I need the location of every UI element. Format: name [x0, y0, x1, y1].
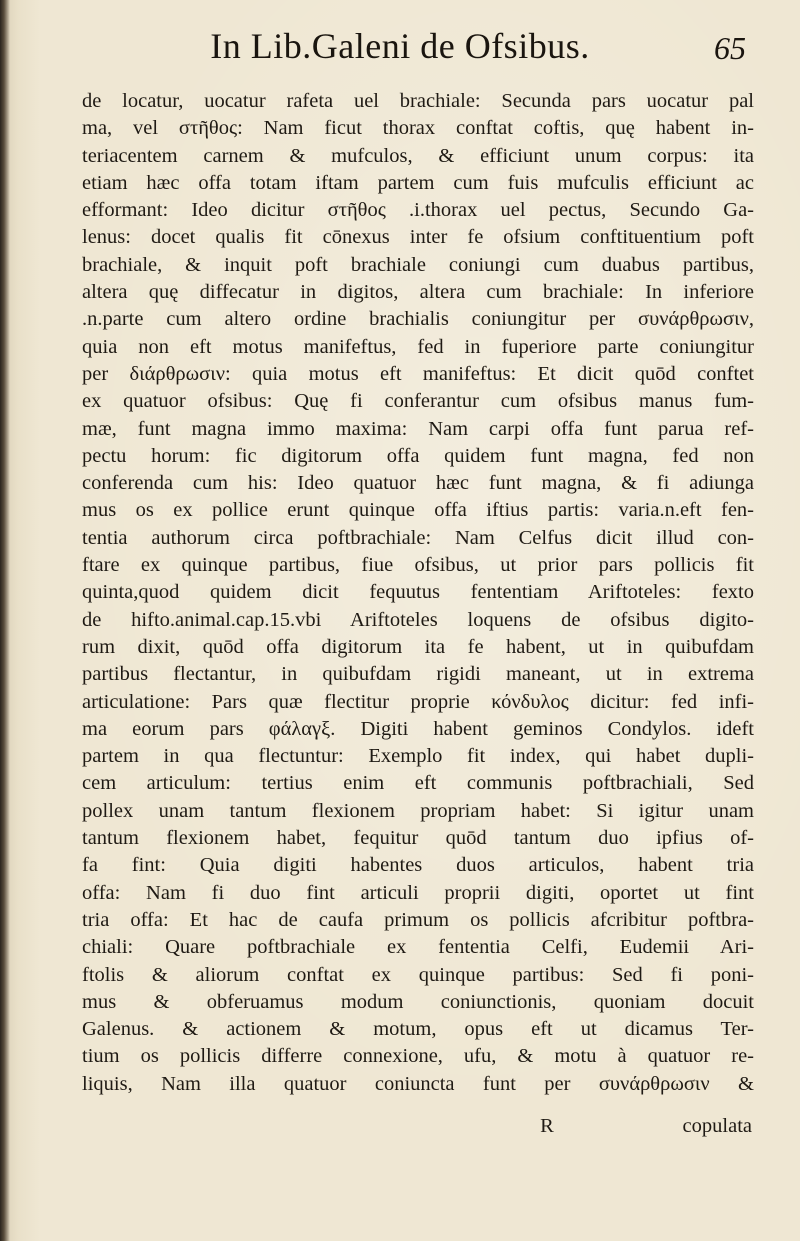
text-line: etiam hæc offa totam iftam partem cum fuis mufculis efficiunt ac — [82, 171, 754, 194]
text-line: mæ, funt magna immo maxima: Nam carpi offa funt parua ref- — [82, 417, 754, 440]
page-gutter-shadow — [0, 0, 10, 1241]
text-line: conferenda cum his: Ideo quatuor hæc funt magna, & fi adiunga — [82, 472, 754, 495]
text-line: offa: Nam fi duo fint articuli proprii digiti, oportet ut fint — [82, 881, 754, 904]
text-line: de locatur, uocatur rafeta uel brachiale: Secunda pars uocatur pal — [82, 90, 754, 112]
text-line: Galenus. & actionem & motum, opus eft ut dicamus Ter- — [82, 1018, 754, 1041]
text-line: rum dixit, quōd offa digitorum ita fe habent, ut in quibufdam — [82, 635, 754, 658]
page-footer — [82, 1111, 754, 1141]
text-line: mus os ex pollice erunt quinque offa iftius partis: varia.n.eft fen- — [82, 499, 754, 522]
text-line: mus & obferuamus modum coniunctionis, quoniam docuit — [82, 990, 754, 1013]
text-line: quinta,quod quidem dicit fequutus fententiam Ariftoteles: fexto — [82, 581, 754, 604]
text-line: fa fint: Quia digiti habentes duos articulos, habent tria — [82, 854, 754, 877]
body-text — [82, 88, 754, 1098]
text-line: per διάρθρωσιν: quia motus eft manifeftus: Et dicit quōd conftet — [82, 362, 754, 385]
text-line: tantum flexionem habet, fequitur quōd tantum duo ipfius of- — [82, 827, 754, 850]
text-line: ftare ex quinque partibus, fiue ofsibus, ut prior pars pollicis fit — [82, 554, 754, 577]
running-head: In Lib.Galeni de Ofsibus. — [210, 26, 590, 66]
text-line: chiali: Quare poftbrachiale ex fententia Celfi, Eudemii Ari- — [82, 936, 754, 959]
text-line: pectu horum: fic digitorum offa quidem funt magna, fed non — [82, 444, 754, 467]
text-line: tria offa: Et hac de caufa primum os pollicis afcribitur poftbra- — [82, 908, 754, 931]
text-line: ftolis & aliorum conftat ex quinque partibus: Sed fi poni- — [82, 963, 754, 986]
text-line: liquis, Nam illa quatuor coniuncta funt per συνάρθρωσιν & — [82, 1072, 754, 1095]
text-line: tium os pollicis differre connexione, ufu, & motu à quatuor re- — [82, 1045, 754, 1068]
text-line: efformant: Ideo dicitur στῆθος .i.thorax uel pectus, Secundo Ga- — [82, 199, 754, 222]
text-line: partem in qua flectuntur: Exemplo fit index, qui habet dupli- — [82, 745, 754, 768]
text-line: ex quatuor ofsibus: Quę fi conferantur cum ofsibus manus fum- — [82, 390, 754, 413]
text-line: .n.parte cum altero ordine brachialis coniungitur per συνάρθρωσιν, — [82, 308, 754, 331]
catchword: copulata — [682, 1115, 752, 1137]
text-line: altera quę diffecatur in digitos, altera cum brachiale: In inferiore — [82, 281, 754, 304]
text-line: partibus flectantur, in quibufdam rigidi maneant, ut in extrema — [82, 663, 754, 686]
text-line: cem articulum: tertius enim eft communis poftbrachiali, Sed — [82, 772, 754, 795]
text-line: ma, vel στῆθος: Nam ficut thorax conftat coftis, quę habent in- — [82, 117, 754, 140]
signature-mark: R — [540, 1115, 554, 1137]
page-number: 65 — [714, 30, 746, 66]
text-line: teriacentem carnem & mufculos, & efficiunt unum corpus: ita — [82, 144, 754, 167]
text-line: brachiale, & inquit poft brachiale coniungi cum duabus partibus, — [82, 253, 754, 276]
text-line: quia non eft motus manifeftus, fed in fuperiore parte coniungitur — [82, 335, 754, 358]
text-line: de hifto.animal.cap.15.vbi Ariftoteles loquens de ofsibus digito- — [82, 608, 754, 631]
text-line: ma eorum pars φάλαγξ. Digiti habent geminos Condylos. ideft — [82, 717, 754, 740]
text-line: articulatione: Pars quæ flectitur proprie κόνδυλος dicitur: fed infi- — [82, 690, 754, 713]
text-line: tentia authorum circa poftbrachiale: Nam Celfus dicit illud con- — [82, 526, 754, 549]
text-line: pollex unam tantum flexionem propriam habet: Si igitur unam — [82, 799, 754, 822]
text-line: lenus: docet qualis fit cōnexus inter fe ofsium conftituentium poft — [82, 226, 754, 249]
